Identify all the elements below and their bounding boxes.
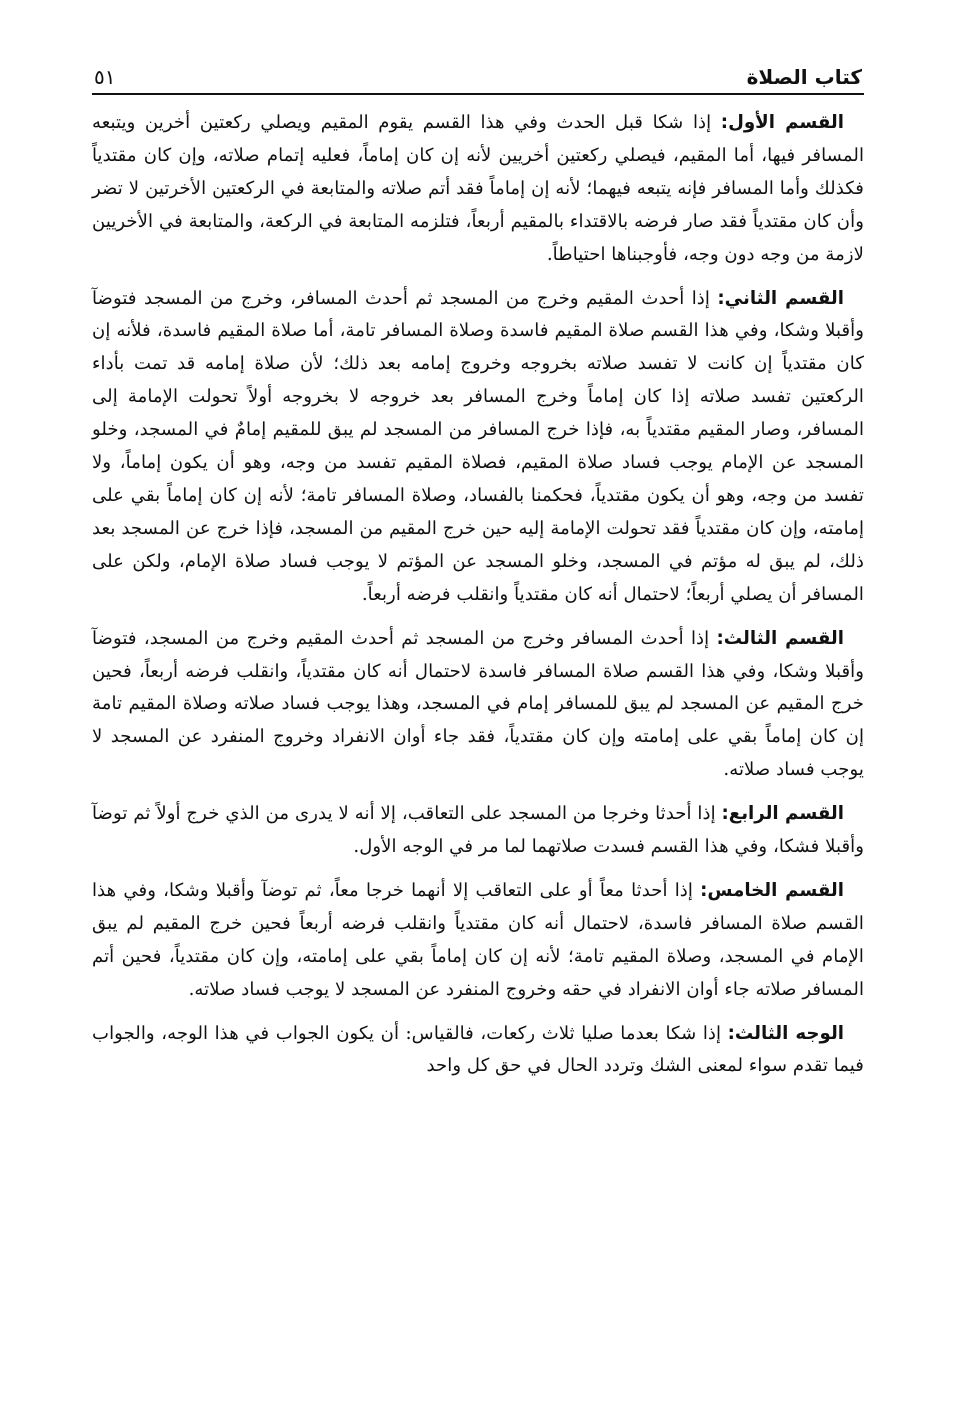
- paragraph-text: إذا شكا قبل الحدث وفي هذا القسم يقوم المقيم ويصلي ركعتين أخرين ويتبعه المسافر فيها، أما المقيم، فيصلي ركعتين أخريين لأنه إن كان إماماً، فعليه إتمام صلاته، وإن كان مقتدياً فكذلك وأما المسافر فإنه يتبعه فيهما؛ لأنه إن إماماً فقد أتم صلاته والمتابعة في الركعتين الأخرتين لا تضر وأن كان مقتدياً فقد صار فرضه بالاقتداء بالمقيم أربعاً، فتلزمه المتابعة في الركعة، والمتابعة في الأخريين لازمة من وجه دون وجه، فأوجبناها احتياطاً.: [92, 112, 864, 265]
- paragraph-section-4: [92, 798, 864, 864]
- section-heading: القسم الثاني:: [717, 287, 844, 309]
- paragraph-text: إذا أحدث المقيم وخرج من المسجد ثم أحدث المسافر، وخرج من المسجد فتوضآ وأقبلا وشكا، وفي هذا القسم صلاة المقيم فاسدة وصلاة المسافر تامة، أما صلاة المقيم فاسدة، فلأنه إن كان مقتدياً إن كانت لا تفسد صلاته بخروجه وخروج إمامه بعد ذلك؛ لأن صلاة إمامه قد تمت بأداء الركعتين تفسد صلاته إذا كان إماماً وخرج المسافر بعد خروجه لا بخروجه أولاً تحولت الإمامة إلى المسافر، وصار المقيم مقتدياً به، فإذا خرج المسافر من المسجد لم يبق للمقيم إمامٌ في المسجد، وخلو المسجد عن الإمام يوجب فساد صلاة المقيم، فصلاة المقيم تفسد من وجه، وهو أن يكون إماماً، ولا تفسد من وجه، وهو أن يكون مقتدياً، فحكمنا بالفساد، وصلاة المسافر تامة؛ لأنه إن كان إماماً بقي على إمامته، وإن كان مقتدياً فقد تحولت الإمامة إليه حين خرج المقيم من المسجد، فإذا خرج عن المسجد بعد ذلك، لم يبق له مؤتم في المسجد، وخلو المسجد عن المؤتم لا يوجب فساد صلاة الإمام، ولكن على المسافر أن يصلي أربعاً؛ لاحتمال أنه كان مقتدياً وانقلب فرضه أربعاً.: [92, 287, 864, 605]
- section-heading: القسم الأول:: [720, 112, 844, 133]
- paragraph-text: إذا أحدث المسافر وخرج من المسجد ثم أحدث المقيم وخرج من المسجد، فتوضآ وأقبلا وشكا، وفي هذا القسم صلاة المسافر فاسدة لاحتمال أنه كان مقتدياً، وانقلب فرضه أربعاً، فحين خرج المقيم عن المسجد لم يبق للمسافر إمام في المسجد، وهذا يوجب فساد صلاته وصلاة المقيم تامة إن كان إماماً بقي على إمامته وإن كان مقتدياً، فقد جاء أوان الانفراد وخروج المنفرد عن المسجد لا يوجب فساد صلاته.: [92, 627, 864, 781]
- paragraph-text: إذا أحدثا معاً أو على التعاقب إلا أنهما خرجا معاً، ثم توضآ وأقبلا وشكا، وفي هذا القسم صلاة المسافر فاسدة، لاحتمال أنه كان مقتدياً وانقلب فرضه أربعاً فحين خرج المقيم لم يبق الإمام في المسجد، وصلاة المقيم تامة؛ لأنه إن كان إماماً بقي على إمامته، وإن كان مقتدياً، فحين أتم المسافر صلاته جاء أوان الانفراد في حقه وخروج المنفرد عن المسجد لا يوجب فساد صلاته.: [92, 879, 864, 1000]
- paragraph-section-1: [92, 107, 864, 272]
- document-page: [92, 48, 864, 1083]
- running-header: [92, 48, 864, 95]
- page-number: ٥١: [94, 65, 116, 89]
- paragraph-text: إذا أحدثا وخرجا من المسجد على التعاقب، إلا أنه لا يدرى من الذي خرج أولاً ثم توضآ وأقبلا فشكا، وفي هذا القسم فسدت صلاتهما لما مر في الوجه الأول.: [92, 803, 864, 858]
- paragraph-section-2: [92, 283, 864, 612]
- paragraph-section-5: [92, 875, 864, 1007]
- body-text: [92, 107, 864, 1083]
- chapter-title: كتاب الصلاة: [746, 65, 862, 89]
- paragraph-aspect-3: [92, 1018, 864, 1084]
- section-heading: الوجه الثالث:: [727, 1022, 845, 1044]
- section-heading: القسم الثالث:: [716, 627, 844, 649]
- paragraph-section-3: [92, 623, 864, 788]
- paragraph-text: إذا شكا بعدما صليا ثلاث ركعات، فالقياس: أن يكون الجواب في هذا الوجه، والجواب فيما تقدم سواء لمعنى الشك وتردد الحال في حق كل واحد: [92, 1022, 864, 1077]
- section-heading: القسم الخامس:: [700, 879, 844, 901]
- section-heading: القسم الرابع:: [721, 803, 844, 825]
